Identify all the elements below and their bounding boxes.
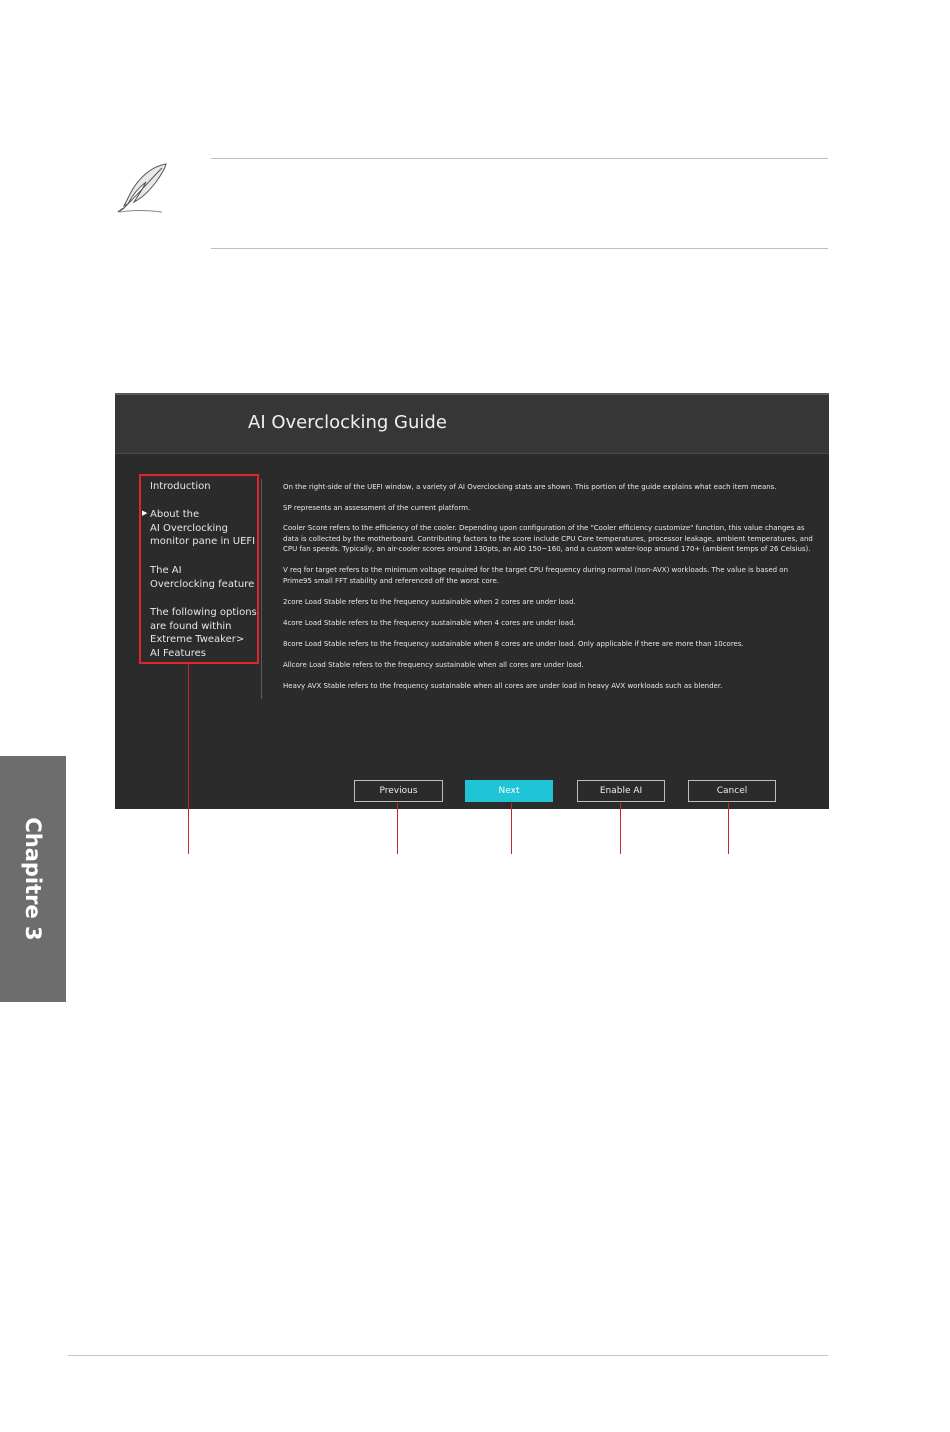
callout-line-navigation [188,664,189,854]
nav-item-ai-overclocking-feature[interactable]: The AI Overclocking feature [150,565,255,590]
guide-paragraph: Heavy AVX Stable refers to the frequency sustainable when all cores are under load in heavy AVX workloads such as blender. [283,682,723,690]
window-header [115,395,829,454]
nav-item-monitor-pane[interactable]: About the AI Overclocking monitor pane in UEFI [150,509,256,547]
next-button[interactable]: Next [465,780,553,802]
guide-paragraph: SP represents an assessment of the current platform. [283,504,471,512]
content-divider [261,479,262,699]
footer-rule [68,1355,828,1356]
nav-item-following-options[interactable]: The following options are found within Extreme Tweaker> AI Features [150,607,257,659]
guide-paragraph: 8core Load Stable refers to the frequency sustainable when 8 cores are under load. Only applicable if there are more than 10cores. [283,640,744,648]
callout-line-enable-ai [620,803,621,854]
guide-paragraph: On the right-side of the UEFI window, a variety of AI Overclocking stats are shown. This portion of the guide explains what each item means. [283,483,777,491]
cancel-button[interactable]: Cancel [688,780,776,802]
guide-paragraph: 2core Load Stable refers to the frequency sustainable when 2 cores are under load. [283,598,576,606]
note-top-rule [211,158,828,159]
guide-paragraph: 4core Load Stable refers to the frequency sustainable when 4 cores are under load. [283,619,576,627]
ai-overclocking-guide-window [115,393,829,809]
callout-line-cancel [728,803,729,854]
window-title: AI Overclocking Guide [248,412,447,433]
chapter-label: Chapitre 3 [21,817,45,941]
feather-note-icon [112,160,174,216]
guide-paragraph: Allcore Load Stable refers to the frequency sustainable when all cores are under load. [283,661,584,669]
callout-line-previous [397,803,398,854]
guide-paragraph: V req for target refers to the minimum voltage required for the target CPU frequency during normal (non-AVX) workloads. The value is based on Prime95 small FFT stability and referenced off the worst core. [283,566,789,585]
enable-ai-button[interactable]: Enable AI [577,780,665,802]
selected-arrow-icon: ▶ [142,509,148,517]
callout-line-next [511,803,512,854]
nav-item-introduction[interactable]: Introduction [150,481,211,492]
guide-paragraph: Cooler Score refers to the efficiency of the cooler. Depending upon configuration of the "Cooler efficiency customize" function, this value changes as data is collected by the motherboard. Contributing factors to the score include CPU Core temperatures, processor leakage, ambient temperatures, and CPU fan speeds. Typically, an air-cooler scores around 130pts, an AIO 150~160, and a custom water-loop around 170+ (ambient temps of 26 Celsius). [283,524,813,553]
previous-button[interactable]: Previous [354,780,443,802]
chapter-side-tab [0,756,66,1002]
note-bottom-rule [211,248,828,249]
